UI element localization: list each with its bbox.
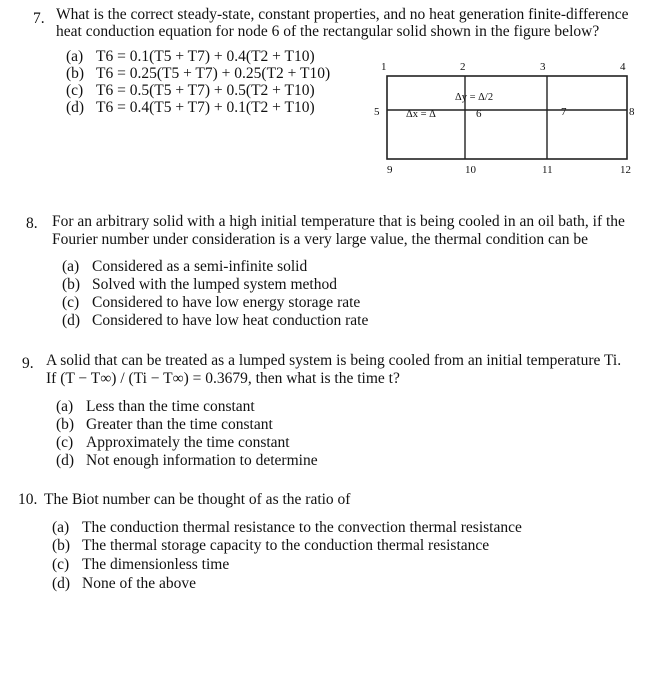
node-label-8: 8 [629,106,635,118]
option-text: The thermal storage capacity to the conduction thermal resistance [82,537,490,554]
option-label: (b) [56,416,75,433]
question-8-text-line1: For an arbitrary solid with a high initial temperature that is being cooled in an oil bath, if the [52,213,625,230]
question-7-option-a [66,48,315,66]
question-8-text-line2: Fourier number under consideration is a very large value, the thermal condition can be [52,231,589,248]
node-label-10: 10 [465,164,476,176]
question-9-number: 9. [22,355,34,372]
option-text: Greater than the time constant [86,416,273,433]
question-7-option-d [66,99,315,117]
option-label: (d) [52,575,71,592]
question-9-option-b [56,416,273,434]
dy-label: Δy = Δ/2 [455,92,494,103]
node-label-2: 2 [460,61,466,73]
option-label: (b) [66,65,85,82]
option-text: T6 = 0.1(T5 + T7) + 0.4(T2 + T10) [96,48,315,65]
option-text: The conduction thermal resistance to the convection thermal resistance [82,519,522,536]
question-10-text-line1: The Biot number can be thought of as the ratio of [44,491,351,508]
option-label: (a) [56,398,74,415]
question-8-option-b [62,276,337,294]
option-text: Not enough information to determine [86,452,318,469]
option-text: Approximately the time constant [86,434,290,451]
option-text: None of the above [82,575,197,592]
question-8-number: 8. [26,215,38,232]
question-10-option-c [52,556,229,574]
option-label: (c) [56,434,74,451]
node-label-3: 3 [540,61,546,73]
option-label: (c) [66,82,84,99]
question-10-option-a [52,519,522,537]
option-text: Considered as a semi-infinite solid [92,258,308,275]
option-label: (d) [56,452,75,469]
node-label-7: 7 [561,106,567,118]
node-label-6: 6 [476,108,482,120]
question-7-option-c [66,82,315,100]
option-label: (b) [62,276,81,293]
question-7-option-b [66,65,330,83]
node-label-5: 5 [374,106,380,118]
question-10-option-d [52,575,196,593]
option-label: (d) [66,99,85,116]
option-label: (c) [52,556,70,573]
option-label: (a) [66,48,84,65]
node-label-9: 9 [387,164,393,176]
option-label: (a) [52,519,70,536]
question-9-text-line2: If (T − T∞) / (Ti − T∞) = 0.3679, then what is the time t? [46,370,400,387]
question-9-option-d [56,452,318,470]
option-label: (a) [62,258,80,275]
option-text: The dimensionless time [82,556,230,573]
question-7-text-line1: What is the correct steady-state, constant properties, and no heat generation finite-difference [56,6,629,23]
question-8-option-d [62,312,368,330]
dx-label: Δx = Δ [406,109,436,120]
option-text: T6 = 0.25(T5 + T7) + 0.25(T2 + T10) [96,65,331,82]
option-text: Considered to have low heat conduction rate [92,312,369,329]
option-label: (d) [62,312,81,329]
question-8-option-a [62,258,307,276]
question-9-option-a [56,398,255,416]
node-label-4: 4 [620,61,626,73]
question-10-number: 10. [18,491,38,508]
question-8-option-c [62,294,360,312]
option-text: Considered to have low energy storage rate [92,294,361,311]
question-7-text-line2: heat conduction equation for node 6 of the rectangular solid shown in the figure below? [56,23,600,40]
option-label: (c) [62,294,80,311]
node-label-12: 12 [620,164,631,176]
option-label: (b) [52,537,71,554]
node-label-1: 1 [381,61,387,73]
finite-difference-grid-figure [370,55,640,180]
option-text: Solved with the lumped system method [92,276,337,293]
question-7-number: 7. [33,10,45,27]
option-text: T6 = 0.5(T5 + T7) + 0.5(T2 + T10) [96,82,315,99]
question-10-option-b [52,537,489,555]
node-label-11: 11 [542,164,553,176]
question-9-text-line1: A solid that can be treated as a lumped system is being cooled from an initial temperature Ti. [46,352,622,369]
option-text: T6 = 0.4(T5 + T7) + 0.1(T2 + T10) [96,99,315,116]
question-9-option-c [56,434,290,452]
option-text: Less than the time constant [86,398,255,415]
